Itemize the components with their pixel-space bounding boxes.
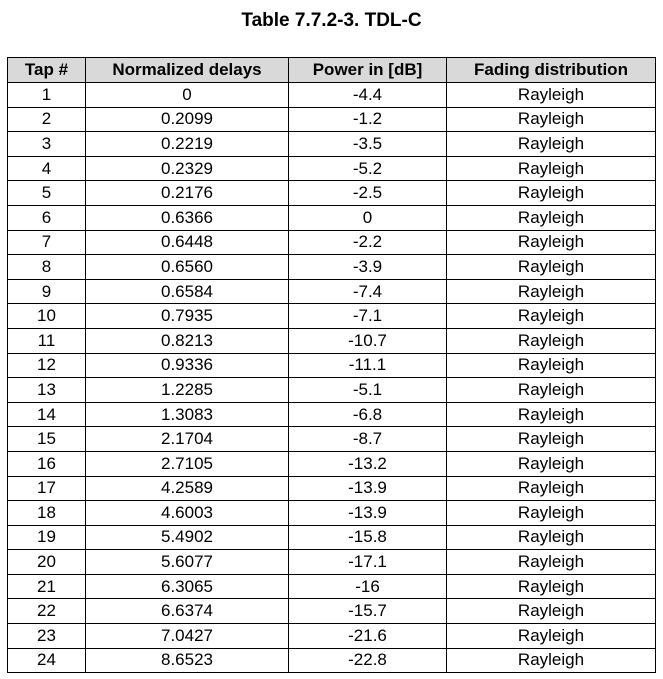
cell-fading-distribution: Rayleigh <box>447 402 656 427</box>
cell-power-db: -13.9 <box>289 476 447 501</box>
cell-fading-distribution: Rayleigh <box>447 205 656 230</box>
cell-power-db: -17.1 <box>289 550 447 575</box>
cell-normalized-delay: 6.3065 <box>86 574 289 599</box>
cell-power-db: -15.7 <box>289 599 447 624</box>
cell-power-db: -15.8 <box>289 525 447 550</box>
cell-tap-number: 9 <box>8 279 86 304</box>
cell-fading-distribution: Rayleigh <box>447 501 656 526</box>
cell-tap-number: 1 <box>8 83 86 108</box>
cell-normalized-delay: 0.2099 <box>86 107 289 132</box>
cell-tap-number: 21 <box>8 574 86 599</box>
cell-power-db: -4.4 <box>289 83 447 108</box>
cell-tap-number: 14 <box>8 402 86 427</box>
cell-fading-distribution: Rayleigh <box>447 83 656 108</box>
table-row <box>8 304 656 329</box>
cell-power-db: -6.8 <box>289 402 447 427</box>
cell-normalized-delay: 8.6523 <box>86 648 289 673</box>
table-row <box>8 156 656 181</box>
cell-power-db: -2.2 <box>289 230 447 255</box>
table-row <box>8 255 656 280</box>
cell-power-db: -3.5 <box>289 132 447 157</box>
cell-fading-distribution: Rayleigh <box>447 132 656 157</box>
table-row <box>8 476 656 501</box>
cell-normalized-delay: 0.9336 <box>86 353 289 378</box>
cell-normalized-delay: 0.8213 <box>86 328 289 353</box>
cell-tap-number: 3 <box>8 132 86 157</box>
cell-tap-number: 20 <box>8 550 86 575</box>
cell-fading-distribution: Rayleigh <box>447 328 656 353</box>
header-row <box>8 58 656 83</box>
cell-normalized-delay: 7.0427 <box>86 624 289 649</box>
table-row <box>8 624 656 649</box>
cell-fading-distribution: Rayleigh <box>447 279 656 304</box>
tdl-c-table <box>7 57 656 673</box>
cell-tap-number: 22 <box>8 599 86 624</box>
cell-tap-number: 6 <box>8 205 86 230</box>
table-row <box>8 525 656 550</box>
cell-fading-distribution: Rayleigh <box>447 353 656 378</box>
table-row <box>8 279 656 304</box>
table-row <box>8 83 656 108</box>
cell-power-db: -5.2 <box>289 156 447 181</box>
table-row <box>8 230 656 255</box>
table-row <box>8 427 656 452</box>
cell-normalized-delay: 0.2176 <box>86 181 289 206</box>
cell-tap-number: 4 <box>8 156 86 181</box>
cell-tap-number: 5 <box>8 181 86 206</box>
cell-tap-number: 8 <box>8 255 86 280</box>
cell-power-db: -5.1 <box>289 378 447 403</box>
cell-fading-distribution: Rayleigh <box>447 525 656 550</box>
cell-power-db: -22.8 <box>289 648 447 673</box>
cell-normalized-delay: 5.6077 <box>86 550 289 575</box>
cell-fading-distribution: Rayleigh <box>447 648 656 673</box>
table-header <box>8 58 656 83</box>
cell-normalized-delay: 0.6366 <box>86 205 289 230</box>
header-normalized-delays: Normalized delays <box>86 58 289 83</box>
cell-power-db: -8.7 <box>289 427 447 452</box>
cell-power-db: -7.1 <box>289 304 447 329</box>
table-row <box>8 132 656 157</box>
table-row <box>8 378 656 403</box>
cell-tap-number: 23 <box>8 624 86 649</box>
cell-fading-distribution: Rayleigh <box>447 574 656 599</box>
cell-fading-distribution: Rayleigh <box>447 624 656 649</box>
cell-power-db: -13.9 <box>289 501 447 526</box>
cell-fading-distribution: Rayleigh <box>447 378 656 403</box>
cell-fading-distribution: Rayleigh <box>447 550 656 575</box>
cell-power-db: -10.7 <box>289 328 447 353</box>
cell-fading-distribution: Rayleigh <box>447 107 656 132</box>
cell-normalized-delay: 0 <box>86 83 289 108</box>
table-row <box>8 205 656 230</box>
cell-normalized-delay: 2.7105 <box>86 451 289 476</box>
cell-tap-number: 19 <box>8 525 86 550</box>
table-row <box>8 181 656 206</box>
table-row <box>8 328 656 353</box>
cell-fading-distribution: Rayleigh <box>447 255 656 280</box>
cell-fading-distribution: Rayleigh <box>447 304 656 329</box>
cell-power-db: -7.4 <box>289 279 447 304</box>
header-tap-number: Tap # <box>8 58 86 83</box>
table-body <box>8 83 656 673</box>
cell-tap-number: 12 <box>8 353 86 378</box>
cell-normalized-delay: 0.6448 <box>86 230 289 255</box>
cell-tap-number: 24 <box>8 648 86 673</box>
table-row <box>8 574 656 599</box>
table-row <box>8 402 656 427</box>
table-row <box>8 599 656 624</box>
cell-tap-number: 11 <box>8 328 86 353</box>
cell-tap-number: 18 <box>8 501 86 526</box>
cell-power-db: -21.6 <box>289 624 447 649</box>
table-row <box>8 353 656 378</box>
cell-power-db: -3.9 <box>289 255 447 280</box>
cell-power-db: -1.2 <box>289 107 447 132</box>
cell-normalized-delay: 6.6374 <box>86 599 289 624</box>
cell-power-db: -16 <box>289 574 447 599</box>
table-row <box>8 451 656 476</box>
cell-normalized-delay: 5.4902 <box>86 525 289 550</box>
cell-normalized-delay: 4.6003 <box>86 501 289 526</box>
cell-normalized-delay: 0.2329 <box>86 156 289 181</box>
cell-normalized-delay: 0.2219 <box>86 132 289 157</box>
cell-fading-distribution: Rayleigh <box>447 599 656 624</box>
header-power-db: Power in [dB] <box>289 58 447 83</box>
cell-tap-number: 16 <box>8 451 86 476</box>
cell-tap-number: 15 <box>8 427 86 452</box>
cell-tap-number: 13 <box>8 378 86 403</box>
table-row <box>8 550 656 575</box>
table-row <box>8 501 656 526</box>
table-title: Table 7.7.2-3. TDL-C <box>241 10 422 31</box>
cell-normalized-delay: 0.6584 <box>86 279 289 304</box>
cell-fading-distribution: Rayleigh <box>447 156 656 181</box>
cell-fading-distribution: Rayleigh <box>447 181 656 206</box>
cell-power-db: 0 <box>289 205 447 230</box>
cell-fading-distribution: Rayleigh <box>447 451 656 476</box>
cell-tap-number: 17 <box>8 476 86 501</box>
cell-fading-distribution: Rayleigh <box>447 476 656 501</box>
cell-normalized-delay: 0.7935 <box>86 304 289 329</box>
table-row <box>8 648 656 673</box>
cell-power-db: -2.5 <box>289 181 447 206</box>
cell-normalized-delay: 1.2285 <box>86 378 289 403</box>
cell-tap-number: 10 <box>8 304 86 329</box>
cell-power-db: -13.2 <box>289 451 447 476</box>
cell-fading-distribution: Rayleigh <box>447 230 656 255</box>
cell-power-db: -11.1 <box>289 353 447 378</box>
cell-normalized-delay: 4.2589 <box>86 476 289 501</box>
cell-tap-number: 7 <box>8 230 86 255</box>
header-fading-distribution: Fading distribution <box>447 58 656 83</box>
table-row <box>8 107 656 132</box>
cell-normalized-delay: 2.1704 <box>86 427 289 452</box>
cell-normalized-delay: 1.3083 <box>86 402 289 427</box>
cell-normalized-delay: 0.6560 <box>86 255 289 280</box>
cell-tap-number: 2 <box>8 107 86 132</box>
cell-fading-distribution: Rayleigh <box>447 427 656 452</box>
